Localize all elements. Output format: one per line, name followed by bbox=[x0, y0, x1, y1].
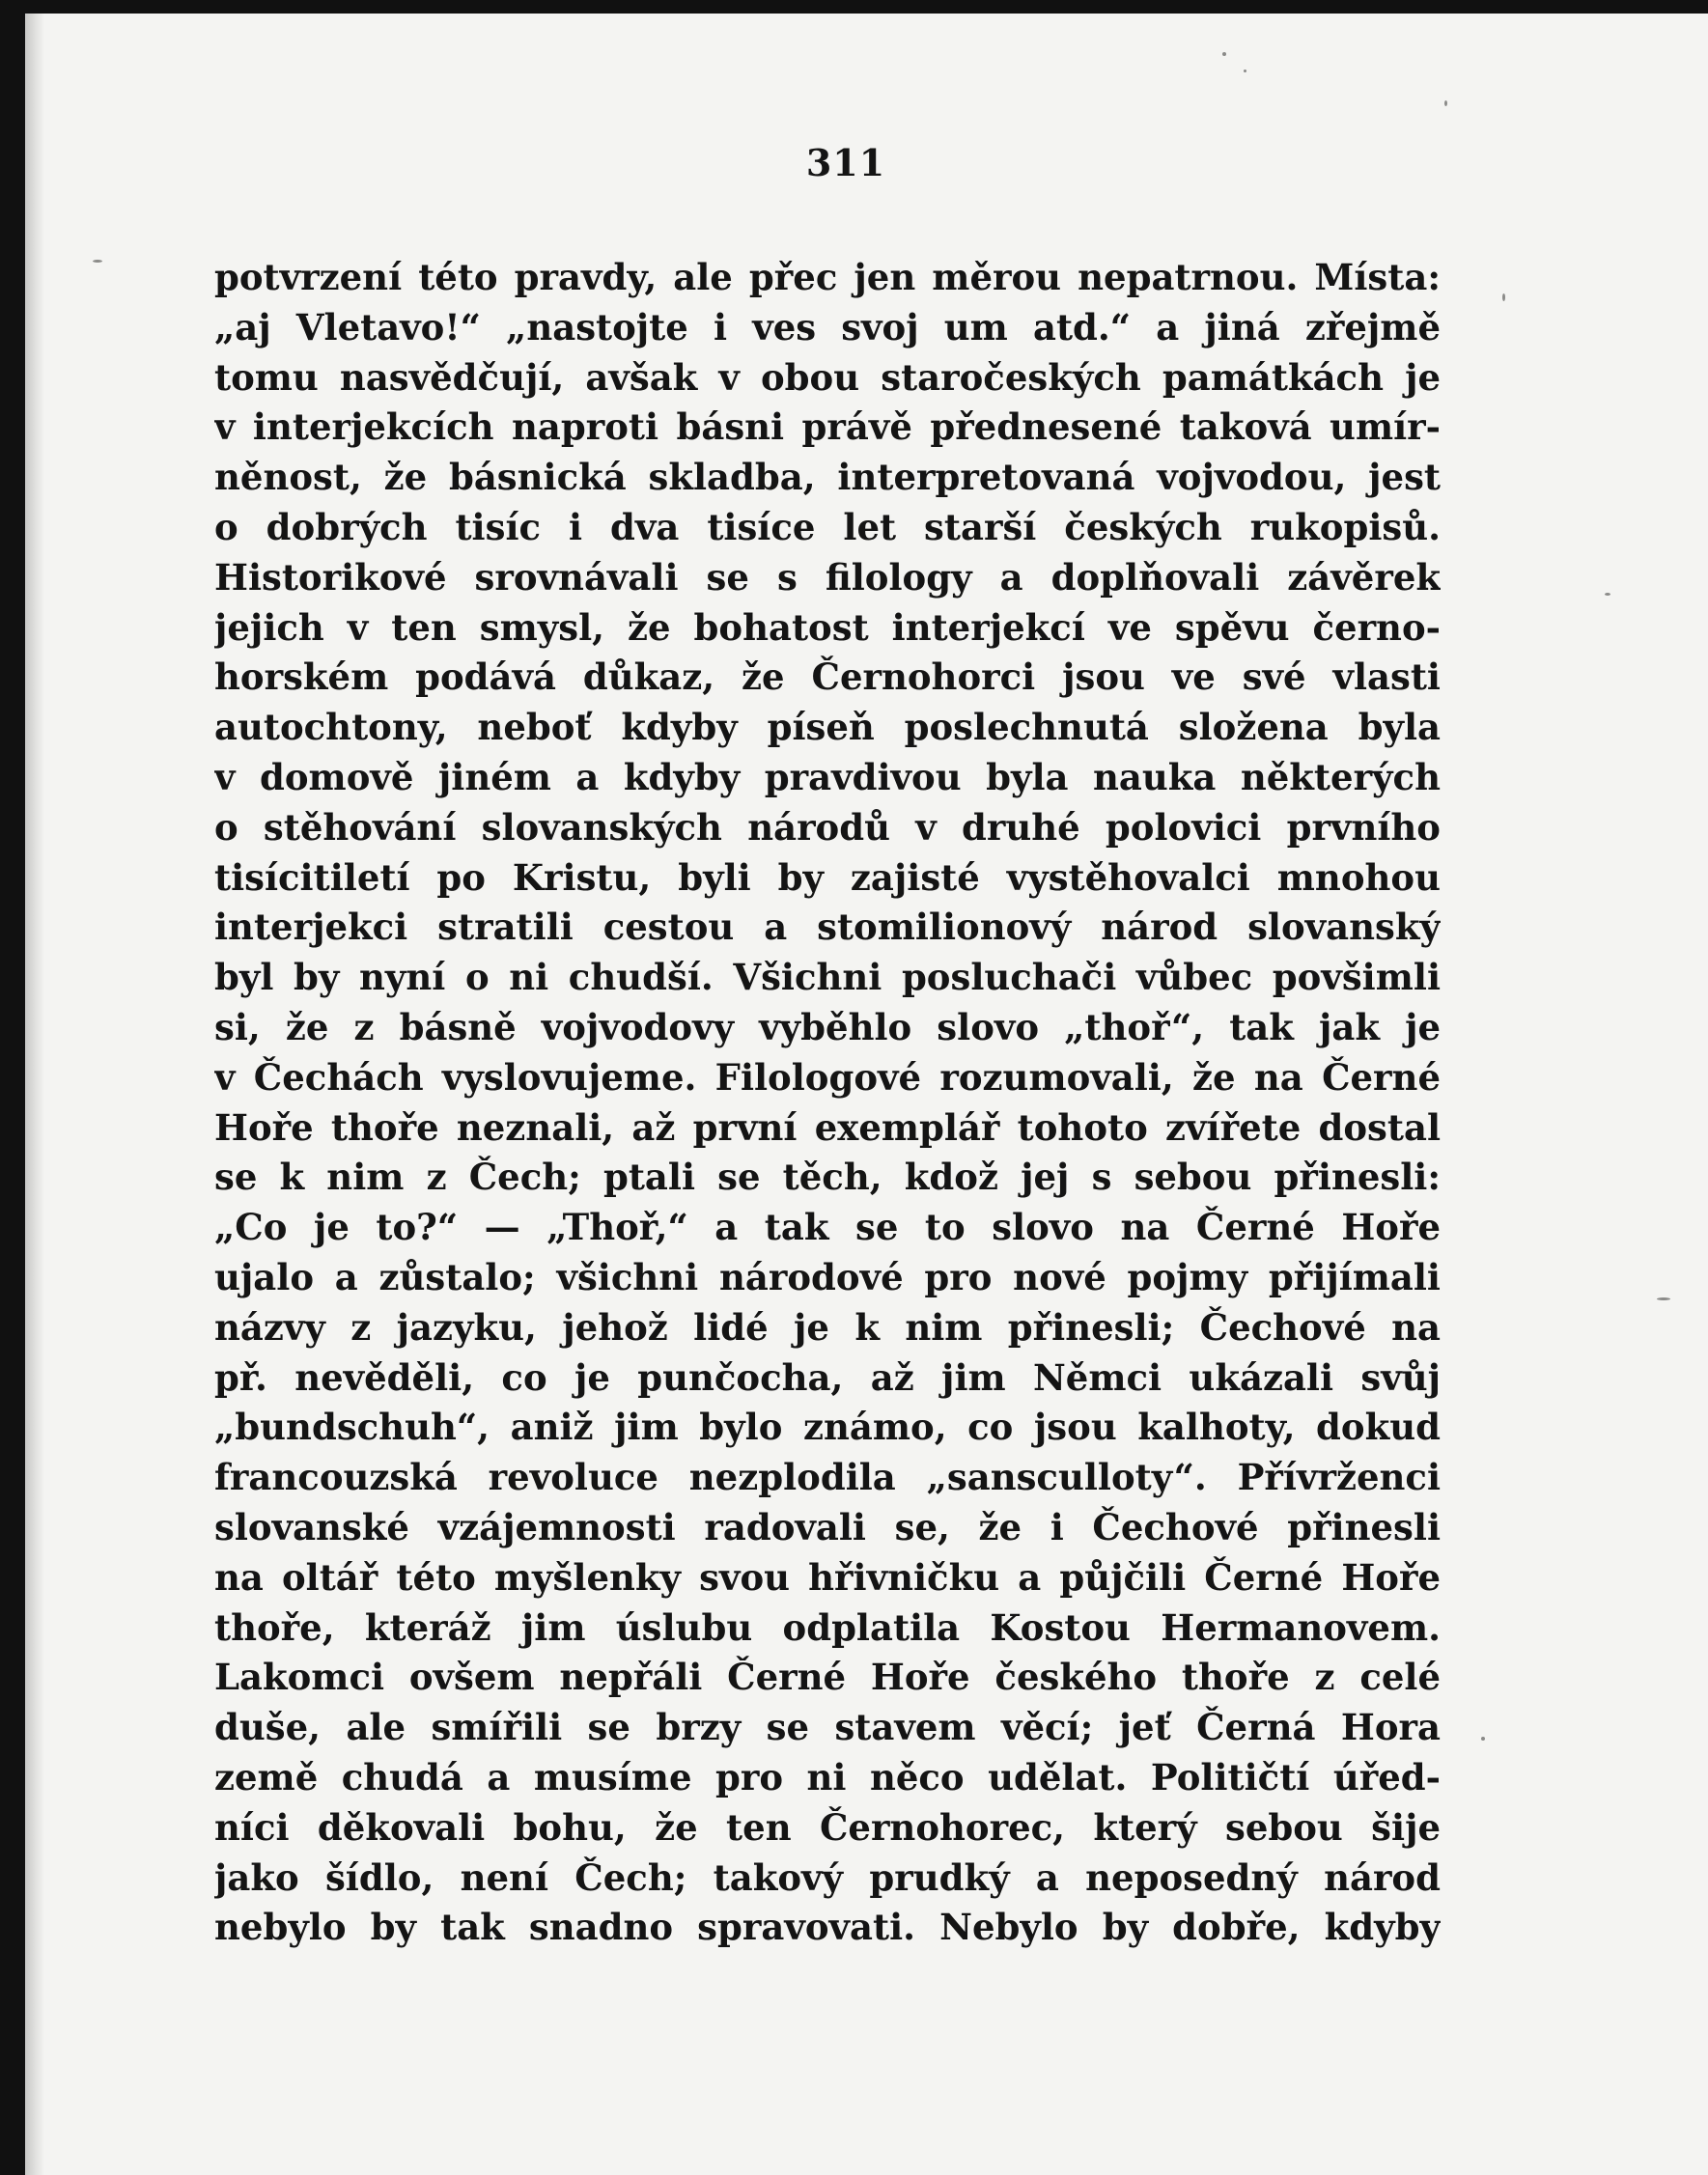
text-line: názvy z jazyku, jehož lidé je k nim přinesli; Čechové na bbox=[214, 1305, 1441, 1349]
text-line: se k nim z Čech; ptali se těch, kdož jej s sebou přinesli: bbox=[214, 1156, 1441, 1199]
text-line: byl by nyní o ni chudší. Všichni posluchači vůbec povšimli bbox=[214, 956, 1441, 999]
text-line: nebylo by tak snadno spravovati. Nebylo by dobře, kdyby bbox=[214, 1906, 1441, 1949]
text-line: v interjekcích naproti básni právě přednesené taková umír- bbox=[214, 405, 1441, 449]
text-line: na oltář této myšlenky svou hřivničku a půjčili Černé Hoře bbox=[214, 1555, 1441, 1599]
text-line: „bundschuh“, aniž jim bylo známo, co jsou kalhoty, dokud bbox=[214, 1406, 1441, 1449]
text-line: př. nevěděli, co je punčocha, až jim Němci ukázali svůj bbox=[214, 1355, 1441, 1399]
text-line: ujalo a zůstalo; všichni národové pro nové pojmy přijímali bbox=[214, 1255, 1441, 1298]
text-line: Lakomci ovšem nepřáli Černé Hoře českého thoře z celé bbox=[214, 1656, 1441, 1699]
speck bbox=[93, 260, 102, 263]
text-line: „aj Vletavo!“ „nastojte i ves svoj um atd.“ a jiná zřejmě bbox=[214, 305, 1441, 349]
text-line: v Čechách vyslovujeme. Filologové rozumovali, že na Černé bbox=[214, 1055, 1441, 1099]
speck bbox=[1657, 1297, 1670, 1300]
text-line: o stěhování slovanských národů v druhé polovici prvního bbox=[214, 805, 1441, 849]
text-line: tisícitiletí po Kristu, byli by zajisté vystěhovalci mnohou bbox=[214, 855, 1441, 899]
text-line: autochtony, neboť kdyby píseň poslechnutá složena byla bbox=[214, 706, 1441, 749]
text-line: v domově jiném a kdyby pravdivou byla nauka některých bbox=[214, 755, 1441, 798]
text-line: něnost, že básnická skladba, interpretovaná vojvodou, jest bbox=[214, 456, 1441, 499]
text-line: tomu nasvědčují, avšak v obou staročeských památkách je bbox=[214, 355, 1441, 399]
page-edge-shadow bbox=[25, 14, 44, 2175]
text-line: Historikové srovnávali se s filology a doplňovali závěrek bbox=[214, 555, 1441, 599]
text-line: jejich v ten smysl, že bohatost interjekcí ve spěvu černo- bbox=[214, 605, 1441, 649]
text-line: potvrzení této pravdy, ale přec jen měrou nepatrnou. Místa: bbox=[214, 256, 1441, 298]
text-line: níci děkovali bohu, že ten Černohorec, který sebou šije bbox=[214, 1805, 1441, 1849]
book-page bbox=[25, 14, 1708, 2175]
text-line: si, že z básně vojvodovy vyběhlo slovo „thoř“, tak jak je bbox=[214, 1005, 1441, 1048]
text-line: interjekci stratili cestou a stomilionový národ slovanský bbox=[214, 906, 1441, 949]
speck bbox=[1444, 100, 1447, 106]
text-line: thoře, kteráž jim úslubu odplatila Kostou Hermanovem. bbox=[214, 1605, 1441, 1649]
text-line: jako šídlo, není Čech; takový prudký a neposedný národ bbox=[214, 1855, 1441, 1899]
text-line: „Co je to?“ — „Thoř,“ a tak se to slovo na Černé Hoře bbox=[214, 1206, 1441, 1249]
text-line: o dobrých tisíc i dva tisíce let starší českých rukopisů. bbox=[214, 505, 1441, 548]
text-line: země chudá a musíme pro ni něco udělat. Političtí úřed- bbox=[214, 1755, 1441, 1799]
page-number: 311 bbox=[805, 141, 886, 184]
text-line: horském podává důkaz, že Černohorci jsou ve své vlasti bbox=[214, 655, 1441, 699]
speck bbox=[1502, 293, 1505, 301]
text-line: Hoře thoře neznali, až první exemplář tohoto zvířete dostal bbox=[214, 1105, 1441, 1149]
text-line: francouzská revoluce nezplodila „sansculloty“. Přívrženci bbox=[214, 1456, 1441, 1499]
speck bbox=[1605, 593, 1610, 596]
speck bbox=[1222, 52, 1226, 56]
speck bbox=[1244, 70, 1246, 72]
body-text bbox=[214, 253, 1441, 1953]
speck bbox=[1481, 1737, 1485, 1741]
text-line: slovanské vzájemnosti radovali se, že i Čechové přinesli bbox=[214, 1505, 1441, 1548]
text-line: duše, ale smířili se brzy se stavem věcí; jeť Černá Hora bbox=[214, 1706, 1441, 1749]
